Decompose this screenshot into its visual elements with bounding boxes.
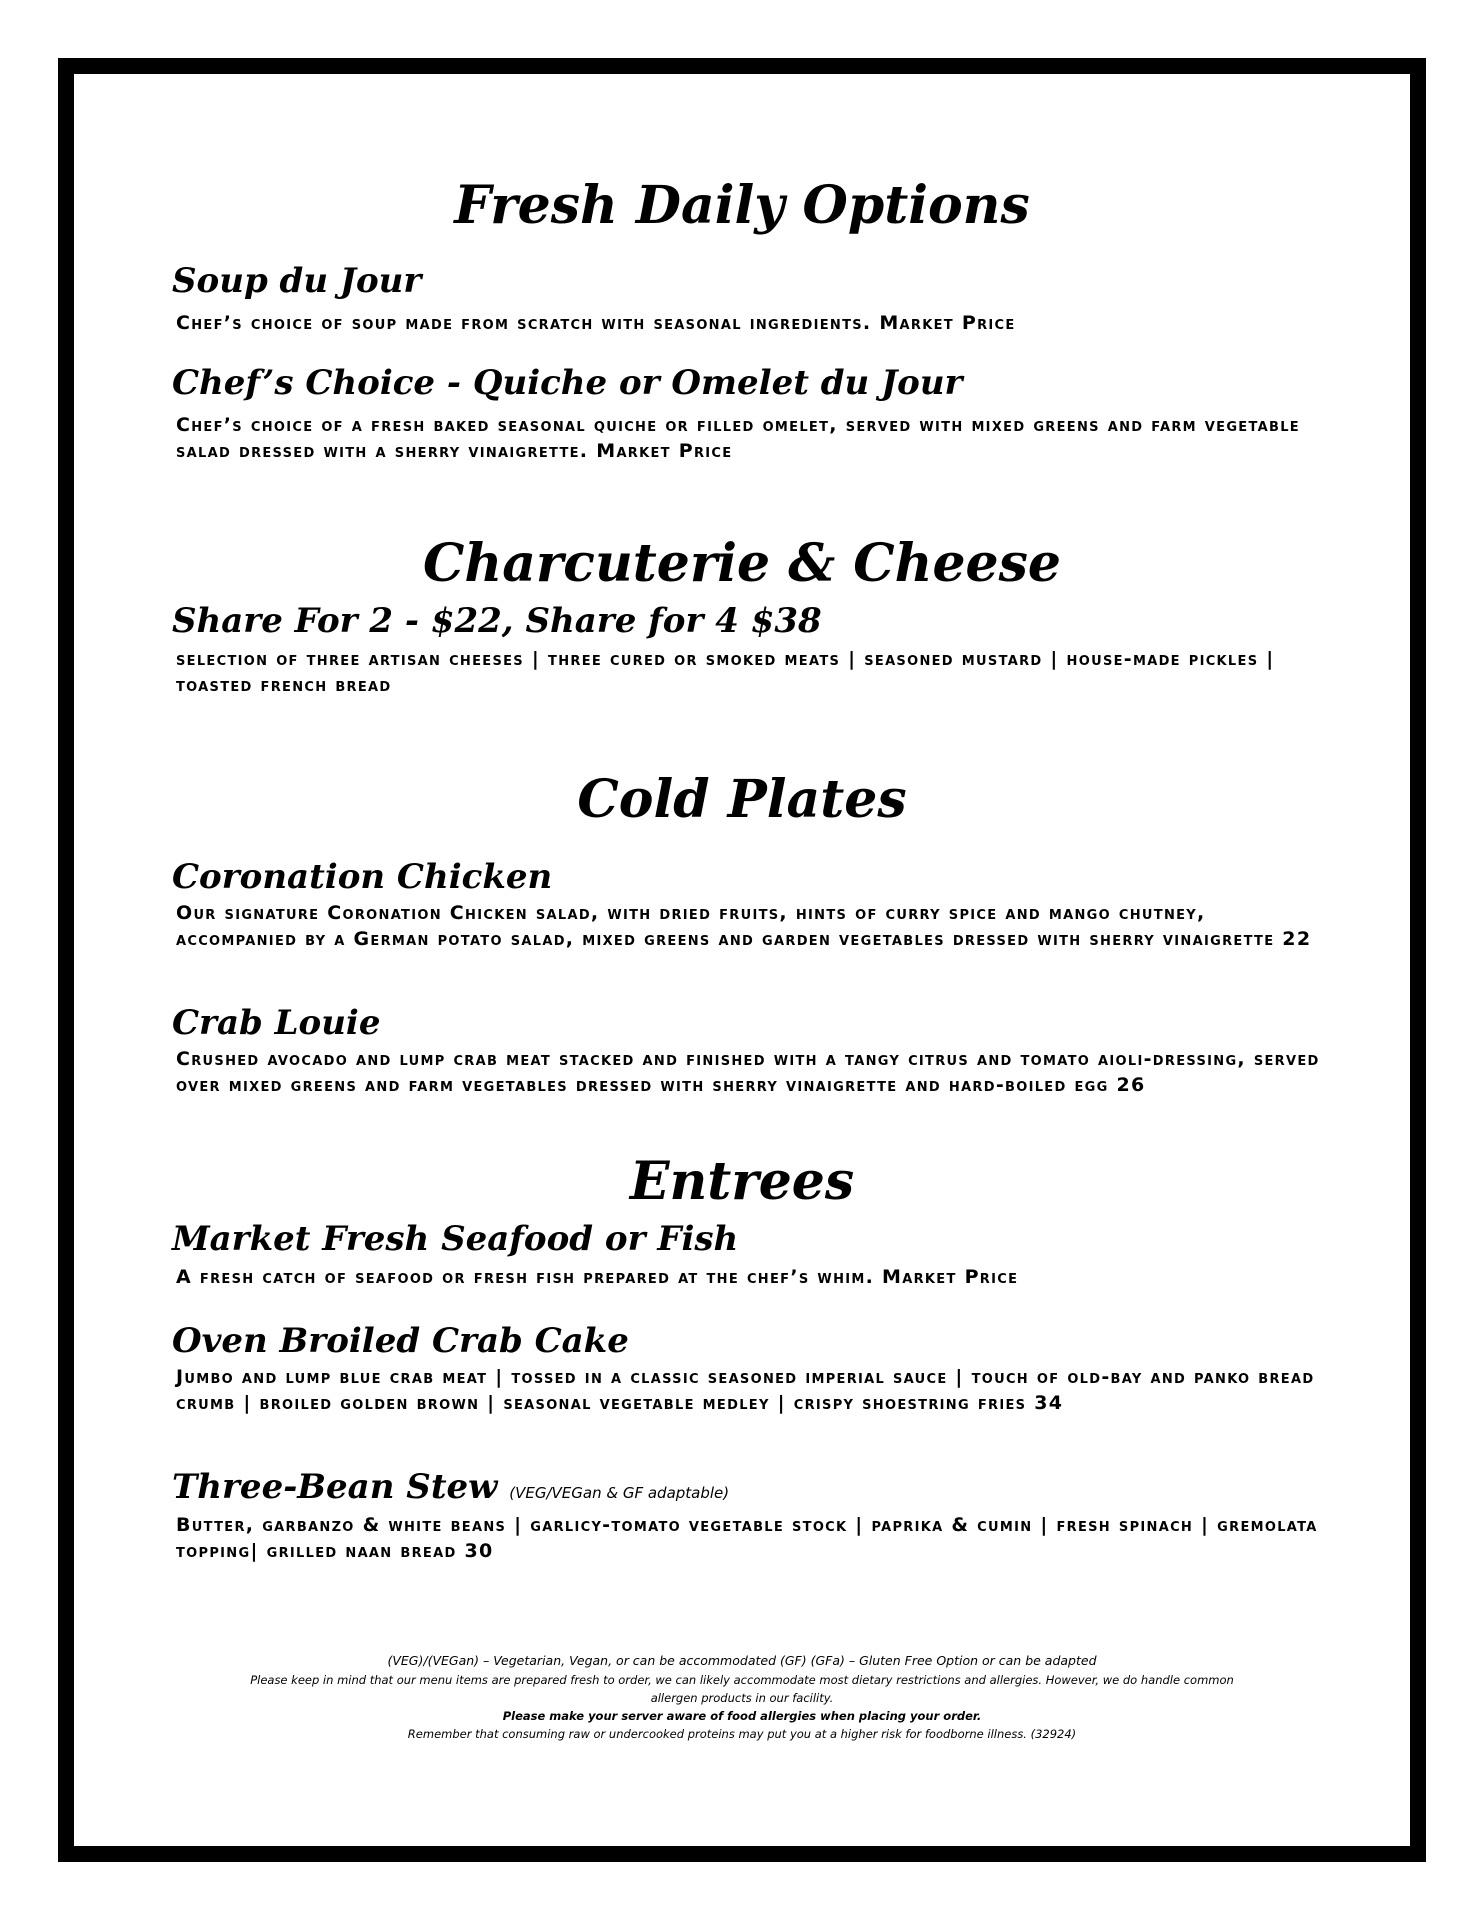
item-description-seafood: A fresh catch of seafood or fresh fish prepared at the chef’s whim. Market Price [176, 1266, 1019, 1288]
dietary-note: (VEG/VEGan & GF adaptable) [509, 1484, 730, 1502]
section-title-entrees: Entrees [629, 1151, 855, 1212]
footer-server-notice: Please make your server aware of food allergies when placing your order. [502, 1709, 982, 1723]
item-title-bean-stew [172, 1467, 730, 1507]
footer-allergen-facility: allergen products in our facility. [650, 1691, 834, 1705]
item-title-quiche: Chef’s Choice - Quiche or Omelet du Jour [172, 363, 963, 403]
item-description-crab-louie: Crushed avocado and lump crab meat stacked and finished with a tangy citrus and tomato aioli-dressing, served over mixed greens and farm vegetables dressed with sherry vinaigrette and hard-boiled egg 26 [176, 1048, 1320, 1096]
item-title-crab-cake: Oven Broiled Crab Cake [172, 1321, 629, 1361]
item-title-crab-louie: Crab Louie [172, 1003, 381, 1043]
footer-raw-warning: Remember that consuming raw or undercooked proteins may put you at a higher risk for foodborne illness. (32924) [407, 1727, 1077, 1741]
item-description-soup: Chef’s choice of soup made from scratch with seasonal ingredients. Market Price [176, 312, 1016, 334]
item-title-soup: Soup du Jour [172, 261, 422, 301]
item-title-seafood: Market Fresh Seafood or Fish [172, 1219, 739, 1259]
charcuterie-pricing: Share For 2 - $22, Share for 4 $38 [172, 601, 822, 641]
section-title-charcuterie: Charcuterie & Cheese [423, 533, 1061, 594]
item-description-bean-stew: Butter, garbanzo & white beans | garlicy-tomato vegetable stock | paprika & cumin | fresh spinach | gremolata topping| grilled naan bread 30 [176, 1514, 1318, 1562]
section-title-fresh-daily: Fresh Daily Options [454, 175, 1030, 236]
item-title-coronation-chicken: Coronation Chicken [172, 857, 553, 897]
item-description-crab-cake: Jumbo and lump blue crab meat | tossed in a classic seasoned imperial sauce | touch of old-bay and panko bread crumb | broiled golden brown | seasonal vegetable medley | crispy shoestring fries 34 [176, 1366, 1315, 1414]
footer-dietary-legend: (VEG)/(VEGan) – Vegetarian, Vegan, or can be accommodated (GF) (GFa) – Gluten Free Option or can be adapted [387, 1653, 1097, 1668]
charcuterie-description: selection of three artisan cheeses | three cured or smoked meats | seasoned mustard | house-made pickles | toasted french bread [176, 648, 1275, 696]
item-title-bean-stew-name: Three-Bean Stew [172, 1467, 498, 1507]
footer-allergy-notice: Please keep in mind that our menu items are prepared fresh to order, we can likely accommodate most dietary restrictions and allergies. However, we do handle common [250, 1673, 1234, 1687]
section-title-cold-plates: Cold Plates [577, 769, 907, 830]
item-description-coronation-chicken: Our signature Coronation Chicken salad, with dried fruits, hints of curry spice and mango chutney, accompanied by a German potato salad, mixed greens and garden vegetables dressed with sherry vinaigrette 22 [176, 902, 1312, 950]
item-description-quiche: Chef’s choice of a fresh baked seasonal quiche or filled omelet, served with mixed greens and farm vegetable salad dressed with a sherry vinaigrette. Market Price [176, 414, 1300, 462]
